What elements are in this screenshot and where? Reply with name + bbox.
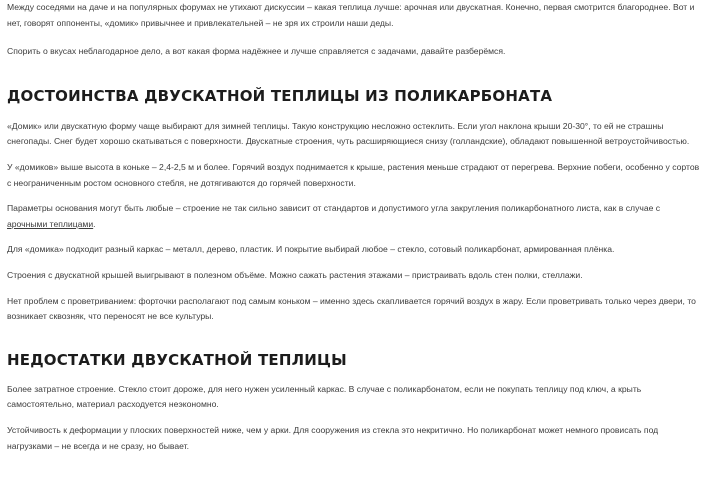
advantages-paragraph-3-end: . xyxy=(93,218,96,229)
advantages-paragraph-5: Строения с двускатной крышей выигрывают в полезном объёме. Можно сажать растения этажами – пристраивать вдоль стен полки, стеллажи. xyxy=(7,269,583,280)
advantages-paragraph-4: Для «домика» подходит разный каркас – металл, дерево, пластик. И покрытие выбирай любое – стекло, сотовый поликарбонат, армированная плёнка. xyxy=(7,244,615,255)
section-heading-disadvantages: НЕДОСТАТКИ ДВУСКАТНОЙ ТЕПЛИЦЫ xyxy=(7,350,347,369)
disadvantages-paragraph-1: Более затратное строение. Стекло стоит дороже, для него нужен усиленный каркас. В случае с поликарбонатом, если не покупать теплицу под ключ, а крыть самостоятельно, материал расходуется неэкономно. xyxy=(7,383,642,410)
advantages-paragraph-3-text: Параметры основания могут быть любые – строение не так сильно зависит от стандартов и допустимого угла закругления поликарбонатного листа, как в случае с xyxy=(7,203,661,214)
intro-paragraph-2: Спорить о вкусах неблагодарное дело, а вот какая форма надёжнее и лучше справляется с задачами, давайте разберёмся. xyxy=(7,46,506,57)
advantages-paragraph-3 xyxy=(7,201,702,232)
disadvantages-paragraph-2: Устойчивость к деформации у плоских поверхностей ниже, чем у арки. Для сооружения из стекла это некритично. Но поликарбонат может немного провисать под нагрузками – не всегда и не сразу, но бывает. xyxy=(7,424,659,451)
arched-greenhouses-link[interactable]: арочными теплицами xyxy=(7,218,94,229)
advantages-paragraph-1: «Домик» или двускатную форму чаще выбирают для зимней теплицы. Такую конструкцию несложно остеклить. Если угол наклона крыши 20-30°, то ей не страшны снегопады. Снег будет хорошо скатываться с поверхности. Двускатные строения, чуть расширяющиеся снизу (голландские), обладают повышенной ветроустойчивостью. xyxy=(7,120,690,147)
section-heading-advantages: ДОСТОИНСТВА ДВУСКАТНОЙ ТЕПЛИЦЫ ИЗ ПОЛИКАРБОНАТА xyxy=(7,86,553,105)
advantages-paragraph-6: Нет проблем с проветриванием: форточки располагают под самым коньком – именно здесь скапливается горячий воздух в жару. Если проветривать только через двери, то возникает сквозняк, что переносят не все культуры. xyxy=(7,295,696,322)
intro-paragraph-1: Между соседями на даче и на популярных форумах не утихают дискуссии – какая теплица лучше: арочная или двускатная. Конечно, первая смотрится благороднее. Вот и нет, говорят оппоненты, «домик» привычнее и привлекательней – не зря их строили наши деды. xyxy=(7,2,695,28)
advantages-paragraph-2: У «домиков» выше высота в коньке – 2,4-2,5 м и более. Горячий воздух поднимается к крыше, растения меньше страдают от перегрева. Верхние побеги, особенно у сортов с неограниченным ростом основного стебля, не дотягиваются до горячей поверхности. xyxy=(7,161,700,188)
